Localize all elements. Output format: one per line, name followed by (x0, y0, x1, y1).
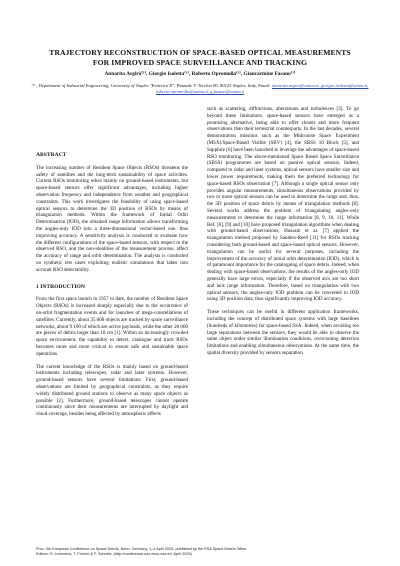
affiliation-text: ⁽¹⁾ , Department of Industrial Engineering, University of Naples "Federico II", Piazzale V. Tecchio 80, 80125 Naples, Italy, Email: (31, 83, 271, 88)
author-emails[interactable]: annarita.argiro@unina.it, giorgio.isoletta@unina.it, roberto.opromolla@unina.it, g.fasano@unina.it (155, 83, 369, 95)
title-line-2: FOR IMPROVED SPACE SURVEILLANCE AND TRACKING (92, 57, 308, 67)
abstract-text: The increasing number of Resident Space Objects (RSOs) threatens the safety of satellites and the long-term sustainability of space activities. Current RSOs monitoring relies mainly on ground-based instruments, but space-based sensors offer significant advantages, including higher observation frequency and independence from weather and geographical constraints. This work investigates the feasibility of using space-based optical sensors to determine the 3D position of RSOs by means of triangulation methods. Within the framework of Initial Orbit Determination (IOD), the obtained range information allows transforming the angles-only IOD into a three-dimensional vector-based one, thus improving accuracy. A sensitivity analysis is conducted to evaluate how the different configurations of the space-based sensors, with respect to the observed RSO, and the non-idealities of the measurement process, affect the accuracy of range and orbit determination. The analysis is conducted on synthetic test cases exploiting realistic simulations that takes into account RSO detectability. (36, 164, 188, 273)
introduction-paragraph-1: From the first space launch in 1957 to date, the number of Resident Space Objects (RSOs) is increased sharply especially due to the occurrence of on-orbit fragmentation events and for launches of mega-constellations of satellites. Currently, about 35 000 objects are tracked by space surveillance networks, about 9 100 of which are active payloads, while the other 26 000 are pieces of debris larger than 10 cm [1]. Within an increasingly crowded space environment, the capability to detect, catalogue and track RSOs becomes more and more critical to ensure safe and sustainable space operations. (36, 296, 188, 357)
title-line-1: TRAJECTORY RECONSTRUCTION OF SPACE-BASED OPTICAL MEASUREMENTS (49, 48, 351, 57)
right-paragraph-2: These techniques can be useful in different application frameworks, including the concept of distributed space systems with large baselines (hundreds of kilometres) for space-based SSA. Indeed, when avoiding too large separations between the sensors, they would be able to observe the same object under similar illumination conditions, overcoming detection limitations and enabling simultaneous observations. At the same time, the spatial diversity provided by sensors separation (207, 309, 359, 356)
introduction-paragraph-2: The current knowledge of the RSOs is mainly based on ground-based instruments including telescopes, radar and laser systems. However, ground-based sensors have several limitations. First, ground-based observations are limited by geographical constraints, as they require widely distributed ground stations to observe as many space objects as possible [2]. Furthermore, ground-based telescopes cannot operate continuously since their measurements are interrupted by daylight and cloud coverage, besides being affected by atmospheric effects (36, 363, 188, 418)
page-footer (36, 547, 366, 557)
right-paragraph-1: such as scattering, diffractions, aberrations and turbulences [3]. To go beyond these limitations, space-based sensors have emerged as a promising alternative, being able to offer clearer and more frequent observations than their terrestrial counterparts. In the last decades, several demonstration missions such as the Midcourse Space Experiment (MSX)/Space-Based Visible (SBV) [4], the SBSS 10 Block [5], and Sapphire [6] have been launched to leverage the advantages of space-based RSO monitoring. The above-mentioned Space Based Space Surveillance (SBSS) programmes are based on passive optical sensors. Indeed, compared to radar and laser systems, optical sensors have smaller size and lower power requirements, making them the preferred technology for space-based RSOs observation [7]. Although a single optical sensor only provides angular measurements, simultaneous observations provided by two or more optical sensors can be used to determine the range and, thus, the 3D position of space debris by means of triangulation methods [8]. Several works address the problem of triangulating angles-only measurements to determine the range information [8, 9, 10, 11]. While Ref. [8], [9] and [10] have proposed triangulation algorithms when dealing with ground-based observations, Hussain et al. [7] applied the triangulation method proposed by Sanders-Reed [11] for RSOs tracking considering both ground-based and space-based optical sensors. However, triangulation can be useful for several purposes, including the improvement of the accuracy of initial orbit determination (IOD), which is of paramount importance for the cataloguing of space debris. Indeed, when dealing with space-based observations, the results of the angles-only IOD generally have large errors, especially if the observed arcs are too short and lack range information. Therefore, based on triangulation with two optical sensors, the angles-only IOD problem can be converted to IOD using 3D position data, thus significantly improving IOD accuracy. (207, 106, 359, 303)
paper-title (20, 48, 380, 67)
abstract-heading: ABSTRACT (36, 152, 67, 158)
right-column (207, 106, 359, 363)
introduction-heading: 1 INTRODUCTION (36, 283, 85, 290)
left-column (36, 152, 188, 424)
author-list: Annarita Argirò⁽¹⁾, Giorgio Isoletta⁽¹⁾, Roberto Opromolla⁽¹⁾, Giancarmine Fasano⁽¹⁾ (104, 71, 296, 77)
footer-editors: Editors: S. Lemmens, T. Flohrer & F. Schmitz, (http://conference.sdo.esoc.esa.int, April 2025) (36, 552, 192, 556)
affiliation (30, 83, 370, 95)
footer-proceedings: Proc. 9th European Conference on Space Debris, Bonn, Germany, 1–4 April 2025, published by the ESA Space Debris Office (36, 547, 247, 551)
